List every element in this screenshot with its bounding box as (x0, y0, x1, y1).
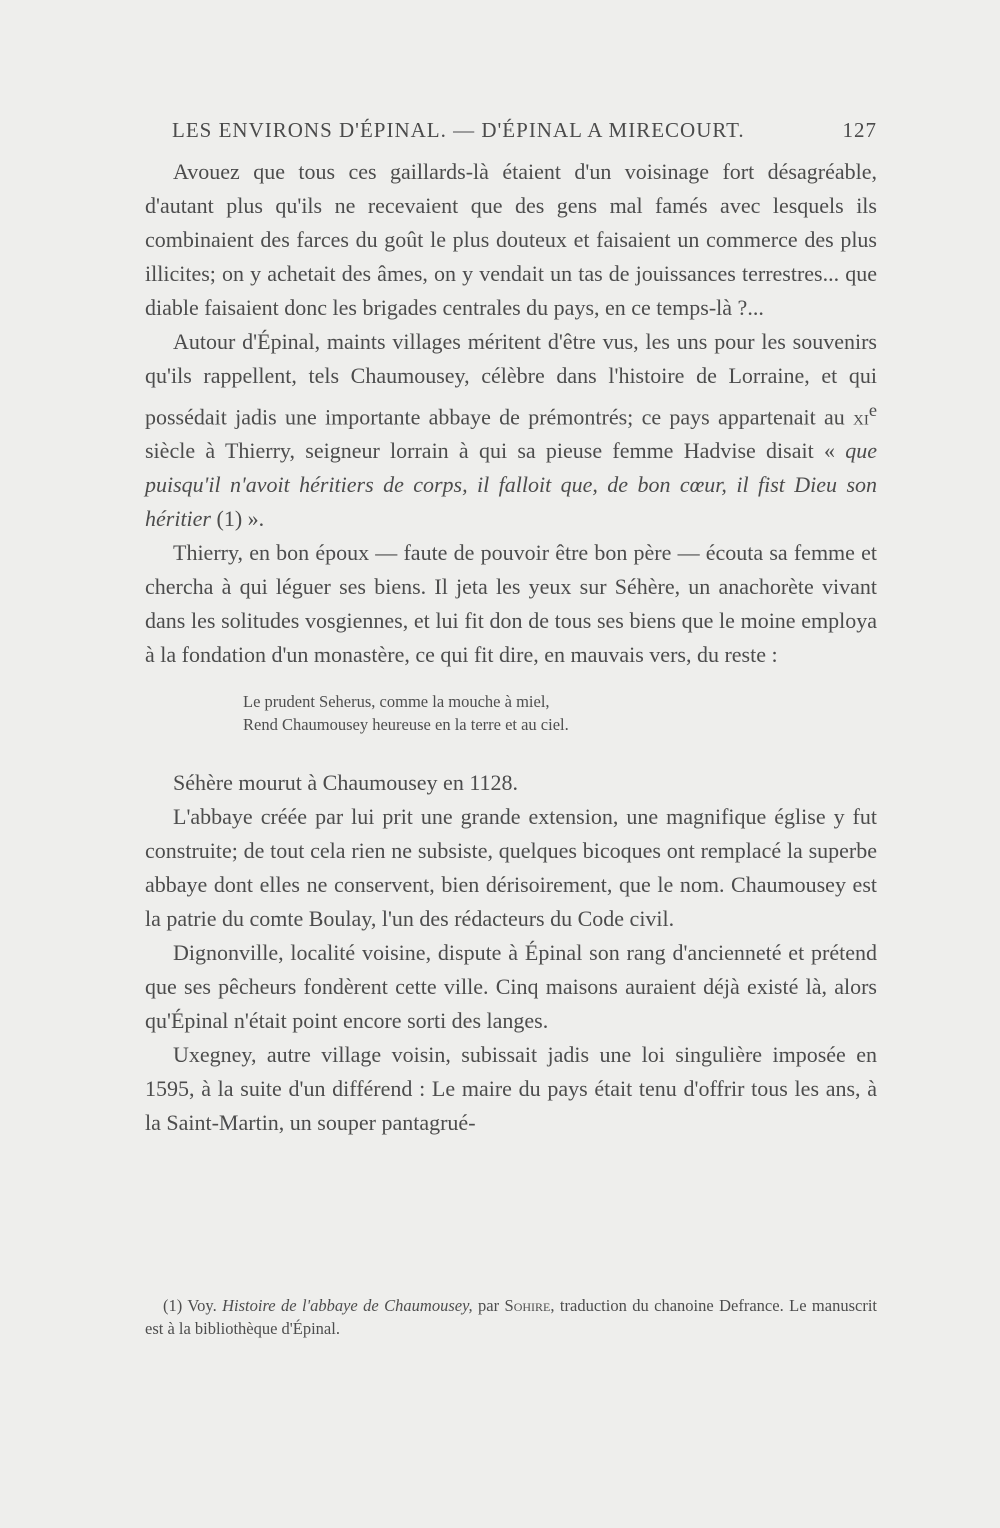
footnote (145, 1294, 877, 1340)
running-header (172, 118, 877, 150)
footnote-text (145, 1294, 877, 1340)
paragraph-2-mid: siècle à Thierry, seigneur lorrain à qui sa pieuse femme Hadvise disait « (145, 438, 835, 464)
footnote-marker: (1) Voy. (163, 1296, 217, 1315)
century-numeral: xi (853, 404, 869, 430)
paragraph-2 (145, 325, 877, 536)
paragraph-4: Séhère mourut à Chaumousey en 1128. (173, 770, 518, 796)
running-title: LES ENVIRONS D'ÉPINAL. — D'ÉPINAL A MIRECOURT. (172, 118, 745, 142)
paragraph-6: Dignonville, localité voisine, dispute à Épinal son rang d'ancienneté et prétend que ses pêcheurs fondèrent cette ville. Cinq maisons auraient déjà existé là, alors qu'Épinal n'était point encore sorti des langes. (145, 940, 877, 1034)
body-text (145, 155, 877, 1140)
verse-line-2: Rend Chaumousey heureuse en la terre et au ciel. (243, 715, 569, 735)
footnote-rest: , traduction du chanoine Defrance. Le manuscrit est à la bibliothèque d'Épinal. (145, 1296, 877, 1338)
paragraph-7: Uxegney, autre village voisin, subissait jadis une loi singulière imposée en 1595, à la suite d'un différend : Le maire du pays était tenu d'offrir tous les ans, à la Saint-Martin, un souper pantagrué- (145, 1042, 877, 1136)
paragraph-1: Avouez que tous ces gaillards-là étaient d'un voisinage fort désagréable, d'autant plus qu'ils ne recevaient que des gens mal famés avec lesquels ils combinaient des farces du goût le plus douteux et faisaient un commerce des plus illicites; on y achetait des âmes, on y vendait un tas de jouissances terrestres... que diable faisaient donc les brigades centrales du pays, en ce temps-là ?... (145, 159, 877, 320)
paragraph-5: L'abbaye créée par lui prit une grande extension, une magnifique église y fut construite; de tout cela rien ne subsiste, quelques bicoques ont remplacé la superbe abbaye dont elles ne conservent, bien dérisoirement, que le nom. Chaumousey est la patrie du comte Boulay, l'un des rédacteurs du Code civil. (145, 804, 877, 932)
paragraph-2-end: ». (247, 506, 265, 532)
verse-quotation (243, 690, 877, 736)
paragraph-2-quote: que puisqu'il n'avoit héritiers de corps, il falloit que, de bon cœur, il fist Dieu son héritier (145, 438, 878, 532)
footnote-author: Sohire (504, 1296, 551, 1315)
paragraph-3: Thierry, en bon époux — faute de pouvoir être bon père — écouta sa femme et chercha à qui léguer ses biens. Il jeta les yeux sur Séhère, un anachorète vivant dans les solitudes vosgiennes, et lui fit don de tous ses biens que le moine employa à la fondation d'un monastère, ce qui fit dire, en mauvais vers, du reste : (145, 540, 877, 668)
verse-line-1: Le prudent Seherus, comme la mouche à miel, (243, 692, 550, 712)
page-number: 127 (842, 118, 877, 142)
footnote-by: par (478, 1296, 500, 1315)
paragraph-2-start: Autour d'Épinal, maints villages méritent d'être vus, les uns pour les souvenirs qu'ils rappellent, tels Chaumousey, célèbre dans l'histoire de Lorraine, et qui possédait jadis une importante abbaye de prémontrés; ce pays appartenait au (145, 329, 877, 430)
footnote-reference: (1) (216, 506, 243, 532)
century-superscript: e (868, 400, 877, 420)
footnote-title: Histoire de l'abbaye de Chaumousey, (222, 1296, 473, 1315)
